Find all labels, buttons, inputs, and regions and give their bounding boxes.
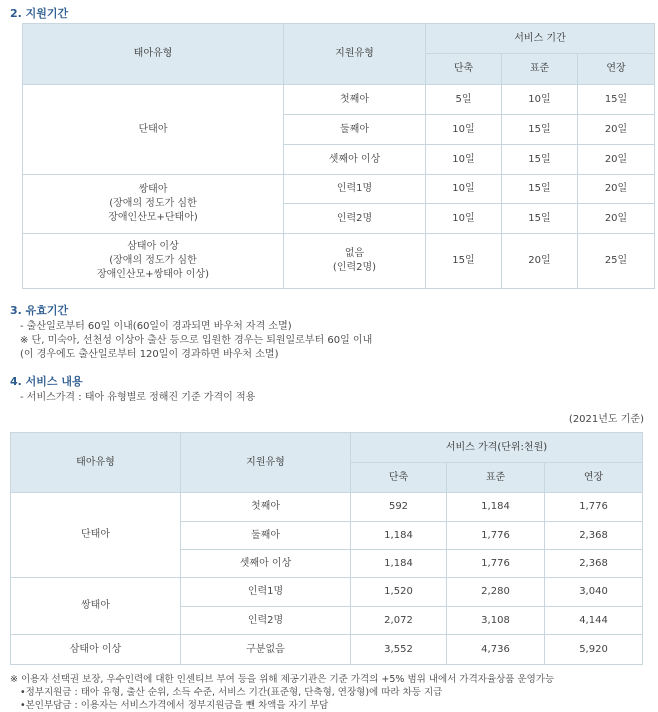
support-type-cell: 인력2명: [181, 607, 351, 635]
header-fetus-type: 태아유형: [11, 433, 181, 493]
fetus-type-cell: 단태아: [23, 85, 284, 175]
value-cell: 1,184: [351, 550, 447, 578]
fetus-type-cell: 쌍태아: [11, 578, 181, 635]
header-standard: 표준: [502, 54, 578, 85]
value-cell: 10일: [426, 204, 502, 234]
value-cell: 10일: [426, 145, 502, 175]
value-cell: 5일: [426, 85, 502, 115]
value-cell: 1,776: [447, 550, 545, 578]
value-cell: 3,552: [351, 635, 447, 665]
support-type-cell: 둘째아: [284, 115, 426, 145]
header-short: 단축: [426, 54, 502, 85]
fetus-type-line: 장애인산모+쌍태아 이상): [96, 269, 210, 280]
support-type-cell: 셋째아 이상: [181, 550, 351, 578]
value-cell: 10일: [502, 85, 578, 115]
base-year-note: (2021년도 기준): [568, 414, 644, 425]
validity-line: (이 경우에도 출산일로부터 120일이 경과하면 바우처 소멸): [20, 349, 279, 360]
support-type-cell: [284, 234, 426, 289]
support-type-cell: 셋째아 이상: [284, 145, 426, 175]
support-type-cell: 인력1명: [284, 175, 426, 204]
section-title-validity: 3. 유효기간: [10, 304, 69, 317]
value-cell: 2,368: [545, 550, 643, 578]
value-cell: 10일: [426, 175, 502, 204]
support-type-cell: 첫째아: [284, 85, 426, 115]
footnote-line: •정부지원금 : 태아 유형, 출산 순위, 소득 수준, 서비스 기간(표준형, 단축형, 연장형)에 따라 차등 지급: [20, 687, 443, 698]
value-cell: 2,280: [447, 578, 545, 607]
value-cell: 4,144: [545, 607, 643, 635]
support-period-table: [22, 23, 655, 289]
table-row: [11, 493, 643, 522]
value-cell: 1,184: [351, 522, 447, 550]
header-short: 단축: [351, 463, 447, 493]
service-price-table: [10, 432, 643, 665]
validity-line: ※ 단, 미숙아, 선천성 이상아 출산 등으로 입원한 경우는 퇴원일로부터 60일 이내: [20, 335, 373, 346]
section-title-service: 4. 서비스 내용: [10, 375, 83, 388]
value-cell: 3,108: [447, 607, 545, 635]
value-cell: 20일: [578, 115, 655, 145]
fetus-type-line: (장애의 정도가 심한: [109, 255, 197, 266]
value-cell: 15일: [578, 85, 655, 115]
support-type-line: (인력2명): [332, 262, 377, 273]
fetus-type-line: 쌍태아: [138, 184, 168, 195]
fetus-type-line: 삼태아 이상: [127, 241, 179, 252]
support-type-cell: 인력1명: [181, 578, 351, 607]
header-extended: 연장: [545, 463, 643, 493]
header-extended: 연장: [578, 54, 655, 85]
fetus-type-cell: [23, 234, 284, 289]
value-cell: 20일: [578, 204, 655, 234]
value-cell: 15일: [502, 145, 578, 175]
support-type-cell: 인력2명: [284, 204, 426, 234]
table-row: [23, 85, 655, 115]
footnote-line: ※ 이용자 선택권 보장, 우수인력에 대한 인센티브 부여 등을 위해 제공기관은 기준 가격의 +5% 범위 내에서 가격자율상품 운영가능: [10, 674, 555, 685]
value-cell: 592: [351, 493, 447, 522]
validity-line: - 출산일로부터 60일 이내(60일이 경과되면 바우처 자격 소멸): [20, 321, 292, 332]
header-support-type: 지원유형: [284, 24, 426, 85]
value-cell: 15일: [426, 234, 502, 289]
table-row: [23, 234, 655, 289]
value-cell: 15일: [502, 175, 578, 204]
fetus-type-cell: 단태아: [11, 493, 181, 578]
table-row: [23, 175, 655, 204]
header-fetus-type: 태아유형: [23, 24, 284, 85]
value-cell: 3,040: [545, 578, 643, 607]
value-cell: 1,184: [447, 493, 545, 522]
header-support-type: 지원유형: [181, 433, 351, 493]
value-cell: 4,736: [447, 635, 545, 665]
value-cell: 1,776: [447, 522, 545, 550]
footnote-line: •본인부담금 : 이용자는 서비스가격에서 정부지원금을 뺀 차액을 자기 부담: [20, 700, 329, 711]
value-cell: 10일: [426, 115, 502, 145]
header-service-period: 서비스 기간: [426, 24, 655, 54]
value-cell: 1,776: [545, 493, 643, 522]
value-cell: 20일: [578, 145, 655, 175]
section-title-support-period: 2. 지원기간: [10, 7, 69, 20]
fetus-type-cell: 삼태아 이상: [11, 635, 181, 665]
value-cell: 20일: [578, 175, 655, 204]
support-type-cell: 첫째아: [181, 493, 351, 522]
value-cell: 15일: [502, 204, 578, 234]
header-service-price: 서비스 가격(단위:천원): [351, 433, 643, 463]
support-type-cell: 둘째아: [181, 522, 351, 550]
support-type-cell: 구분없음: [181, 635, 351, 665]
fetus-type-line: 장애인산모+단태아): [108, 212, 198, 223]
value-cell: 20일: [502, 234, 578, 289]
table-row: [11, 635, 643, 665]
value-cell: 25일: [578, 234, 655, 289]
fetus-type-line: (장애의 정도가 심한: [109, 198, 197, 209]
support-type-line: 없음: [344, 248, 365, 259]
value-cell: 15일: [502, 115, 578, 145]
header-standard: 표준: [447, 463, 545, 493]
value-cell: 1,520: [351, 578, 447, 607]
value-cell: 2,368: [545, 522, 643, 550]
service-line: - 서비스가격 : 태아 유형별로 정해진 기준 가격이 적용: [20, 392, 256, 403]
table-row: [11, 578, 643, 607]
value-cell: 5,920: [545, 635, 643, 665]
value-cell: 2,072: [351, 607, 447, 635]
fetus-type-cell: [23, 175, 284, 234]
